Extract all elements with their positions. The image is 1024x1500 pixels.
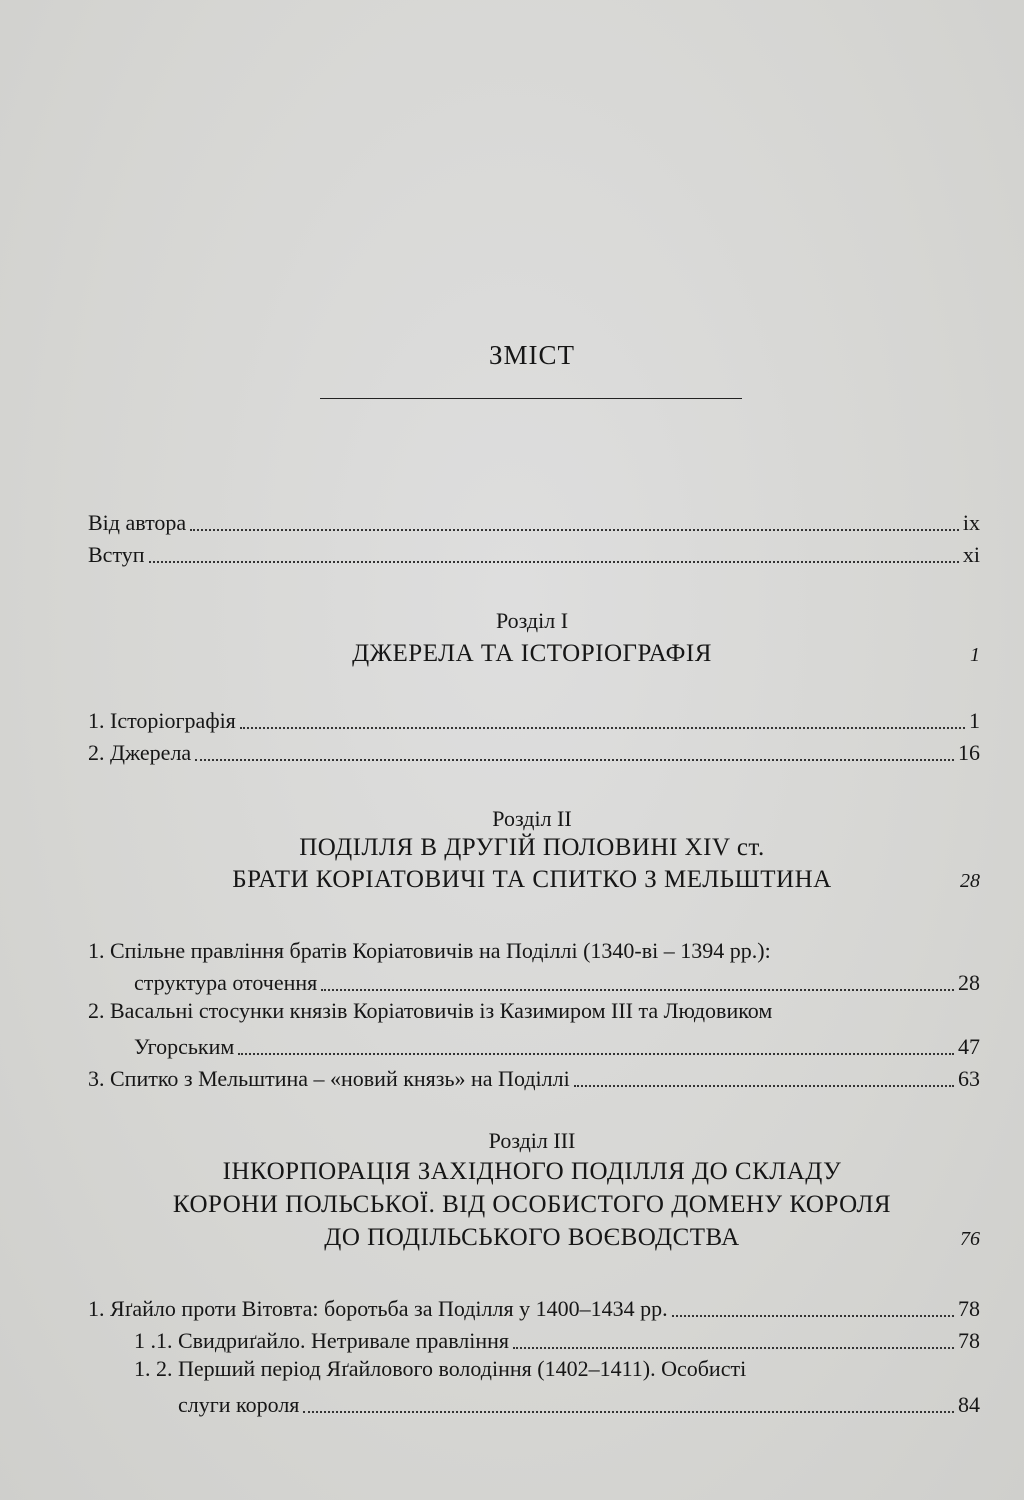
leader-dots xyxy=(240,726,965,729)
toc-entry-page: 78 xyxy=(958,1328,980,1353)
toc-entry-label: 1. Яґайло проти Вітовта: боротьба за Поділля у 1400–1434 рр. xyxy=(88,1296,668,1321)
leader-dots xyxy=(321,988,954,991)
toc-entry[interactable] xyxy=(88,704,980,734)
toc-entry-page: 47 xyxy=(958,1034,980,1059)
section-page: 1 xyxy=(970,644,980,666)
toc-entry-label: 1 .1. Свидриґайло. Нетривале правління xyxy=(134,1328,510,1353)
toc-entry-label: 2. Джерела xyxy=(88,740,192,765)
toc-entry[interactable] xyxy=(88,1062,980,1092)
toc-entry-label: 1. Історіографія xyxy=(88,708,236,733)
toc-entry-label-cont: слуги короля xyxy=(178,1392,300,1417)
section-label: Розділ III xyxy=(488,1128,576,1153)
section-page: 28 xyxy=(960,870,980,892)
toc-entry-page: 28 xyxy=(958,970,980,995)
leader-dots xyxy=(672,1314,954,1317)
leader-dots xyxy=(190,528,959,531)
toc-entry-label: 3. Спитко з Мельштина – «новий князь» на Поділлі xyxy=(88,1066,570,1091)
toc-entry-page: 1 xyxy=(969,708,980,733)
toc-entry-page: 16 xyxy=(958,740,980,765)
section-title: БРАТИ КОРІАТОВИЧІ ТА СПИТКО З МЕЛЬШТИНА xyxy=(232,866,832,893)
toc-entry-first-line[interactable] xyxy=(88,998,980,1028)
toc-entry-first-line[interactable] xyxy=(134,1356,980,1386)
toc-entry-author[interactable] xyxy=(88,506,980,536)
leader-dots xyxy=(513,1346,954,1349)
toc-entry-page: 63 xyxy=(958,1066,980,1091)
toc-entry-label-cont: Угорським xyxy=(134,1034,235,1059)
toc-entry[interactable] xyxy=(134,966,980,996)
section-title: ПОДІЛЛЯ В ДРУГІЙ ПОЛОВИНІ XIV ст. xyxy=(299,834,765,861)
section-page: 76 xyxy=(960,1228,980,1250)
toc-entry-label: Від автора xyxy=(88,510,187,535)
toc-entry[interactable] xyxy=(178,1388,980,1418)
toc-entry[interactable] xyxy=(88,736,980,766)
toc-entry[interactable] xyxy=(88,1292,980,1322)
toc-entry[interactable] xyxy=(134,1324,980,1354)
toc-entry-page: ix xyxy=(962,510,980,535)
section-title: ІНКОРПОРАЦІЯ ЗАХІДНОГО ПОДІЛЛЯ ДО СКЛАДУ xyxy=(222,1158,842,1185)
toc-entry-intro[interactable] xyxy=(88,538,980,568)
toc-entry[interactable] xyxy=(134,1030,980,1060)
section-label: Розділ II xyxy=(492,806,572,831)
toc-entry-label-cont: структура оточення xyxy=(134,970,318,995)
section-title: ДЖЕРЕЛА ТА ІСТОРІОГРАФІЯ xyxy=(352,640,712,667)
section-title: ДО ПОДІЛЬСЬКОГО ВОЄВОДСТВА xyxy=(324,1224,740,1251)
page-title: ЗМІСТ xyxy=(488,340,576,370)
toc-entry-first-line[interactable] xyxy=(88,938,980,968)
leader-dots xyxy=(574,1084,954,1087)
toc-entry-label: Вступ xyxy=(88,542,145,567)
leader-dots xyxy=(149,560,959,563)
toc-entry-label: 2. Васальні стосунки князів Коріатовичів із Казимиром III та Людовиком xyxy=(88,998,773,1023)
toc-entry-label: 1. Спільне правління братів Коріатовичів на Поділлі (1340-ві – 1394 рр.): xyxy=(88,938,771,963)
toc-entry-page: xi xyxy=(962,542,980,567)
table-of-contents xyxy=(88,0,980,1500)
section-title: КОРОНИ ПОЛЬСЬКОЇ. ВІД ОСОБИСТОГО ДОМЕНУ КОРОЛЯ xyxy=(172,1191,892,1218)
toc-entry-page: 78 xyxy=(958,1296,980,1321)
section-label: Розділ I xyxy=(495,608,569,633)
toc-entry-label: 1. 2. Перший період Яґайлового володіння (1402–1411). Особисті xyxy=(134,1356,747,1381)
leader-dots xyxy=(303,1410,954,1413)
leader-dots xyxy=(238,1052,954,1055)
toc-entry-page: 84 xyxy=(958,1392,980,1417)
leader-dots xyxy=(195,758,954,761)
